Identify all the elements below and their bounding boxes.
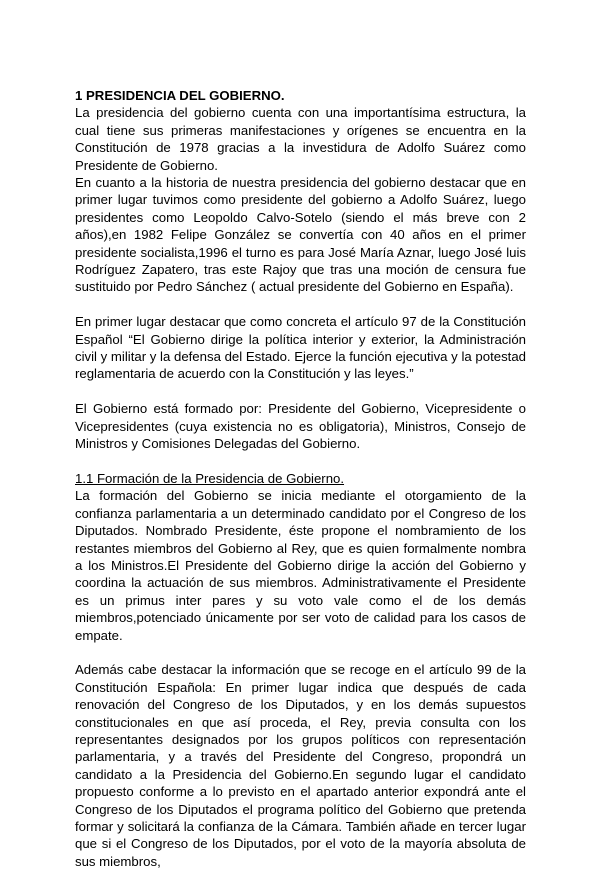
spacer (75, 453, 526, 470)
paragraph-composition: El Gobierno está formado por: Presidente del Gobierno, Vicepresidente o Vicepresidentes (cuya existencia no es obligatoria), Ministros, Consejo de Ministros y Comisiones Delegadas del Gobierno. (75, 401, 526, 452)
document-body (75, 87, 526, 870)
section-heading: 1 PRESIDENCIA DEL GOBIERNO. (75, 88, 285, 103)
paragraph-article-99: Además cabe destacar la información que se recoge en el artículo 99 de la Constitución Española: En primer lugar indica que después de cada renovación del Congreso de los Diputados, y en los demás supuestos constitucionales en que así proceda, el Rey, previa consulta con los representantes designados por los grupos políticos con representación parlamentaria, y a través del Presidente del Congreso, propondrá un candidato a la Presidencia del Gobierno.En segundo lugar el candidato propuesto conforme a lo previsto en el apartado anterior expondrá ante el Congreso de los Diputados el programa político del Gobierno que pretenda formar y solicitará la confianza de la Cámara. También añade en tercer lugar que si el Congreso de los Diputados, por el voto de la mayoría absoluta de sus miembros, (75, 662, 526, 869)
subsection-heading: 1.1 Formación de la Presidencia de Gobierno. (75, 470, 345, 486)
paragraph-formation: La formación del Gobierno se inicia mediante el otorgamiento de la confianza parlamentaria a un determinado candidato por el Congreso de los Diputados. Nombrado Presidente, éste propone el nombramiento de los restantes miembros del Gobierno al Rey, que es quien formalmente nombra a los Ministros.El Presidente del Gobierno dirige la acción del Gobierno y coordina la actuación de sus miembros. Administrativamente el Presidente es un primus inter pares y su voto vale como el de los demás miembros,potenciado únicamente por ser voto de calidad para los casos de empate. (75, 488, 526, 643)
spacer (75, 644, 526, 661)
paragraph-history: En cuanto a la historia de nuestra presidencia del gobierno destacar que en primer lugar tuvimos como presidente del gobierno a Adolfo Suárez, luego presidentes como Leopoldo Calvo-Sotelo (siendo el más breve con 2 años),en 1982 Felipe González se convertía con 40 años en el primer presidente socialista,1996 el turno es para José María Aznar, luego José luis Rodríguez Zapatero, tras este Rajoy que tras una moción de censura fue sustituido por Pedro Sánchez ( actual presidente del Gobierno en España). (75, 175, 526, 295)
spacer (75, 383, 526, 400)
spacer (75, 296, 526, 313)
paragraph-article-97: En primer lugar destacar que como concreta el artículo 97 de la Constitución Español “El Gobierno dirige la política interior y exterior, la Administración civil y militar y la defensa del Estado. Ejerce la función ejecutiva y la potestad reglamentaria de acuerdo con la Constitución y las leyes.” (75, 314, 526, 382)
paragraph-intro: La presidencia del gobierno cuenta con una importantísima estructura, la cual tiene sus primeras manifestaciones y orígenes se encuentra en la Constitución de 1978 gracias a la investidura de Adolfo Suárez como Presidente de Gobierno. (75, 105, 526, 173)
